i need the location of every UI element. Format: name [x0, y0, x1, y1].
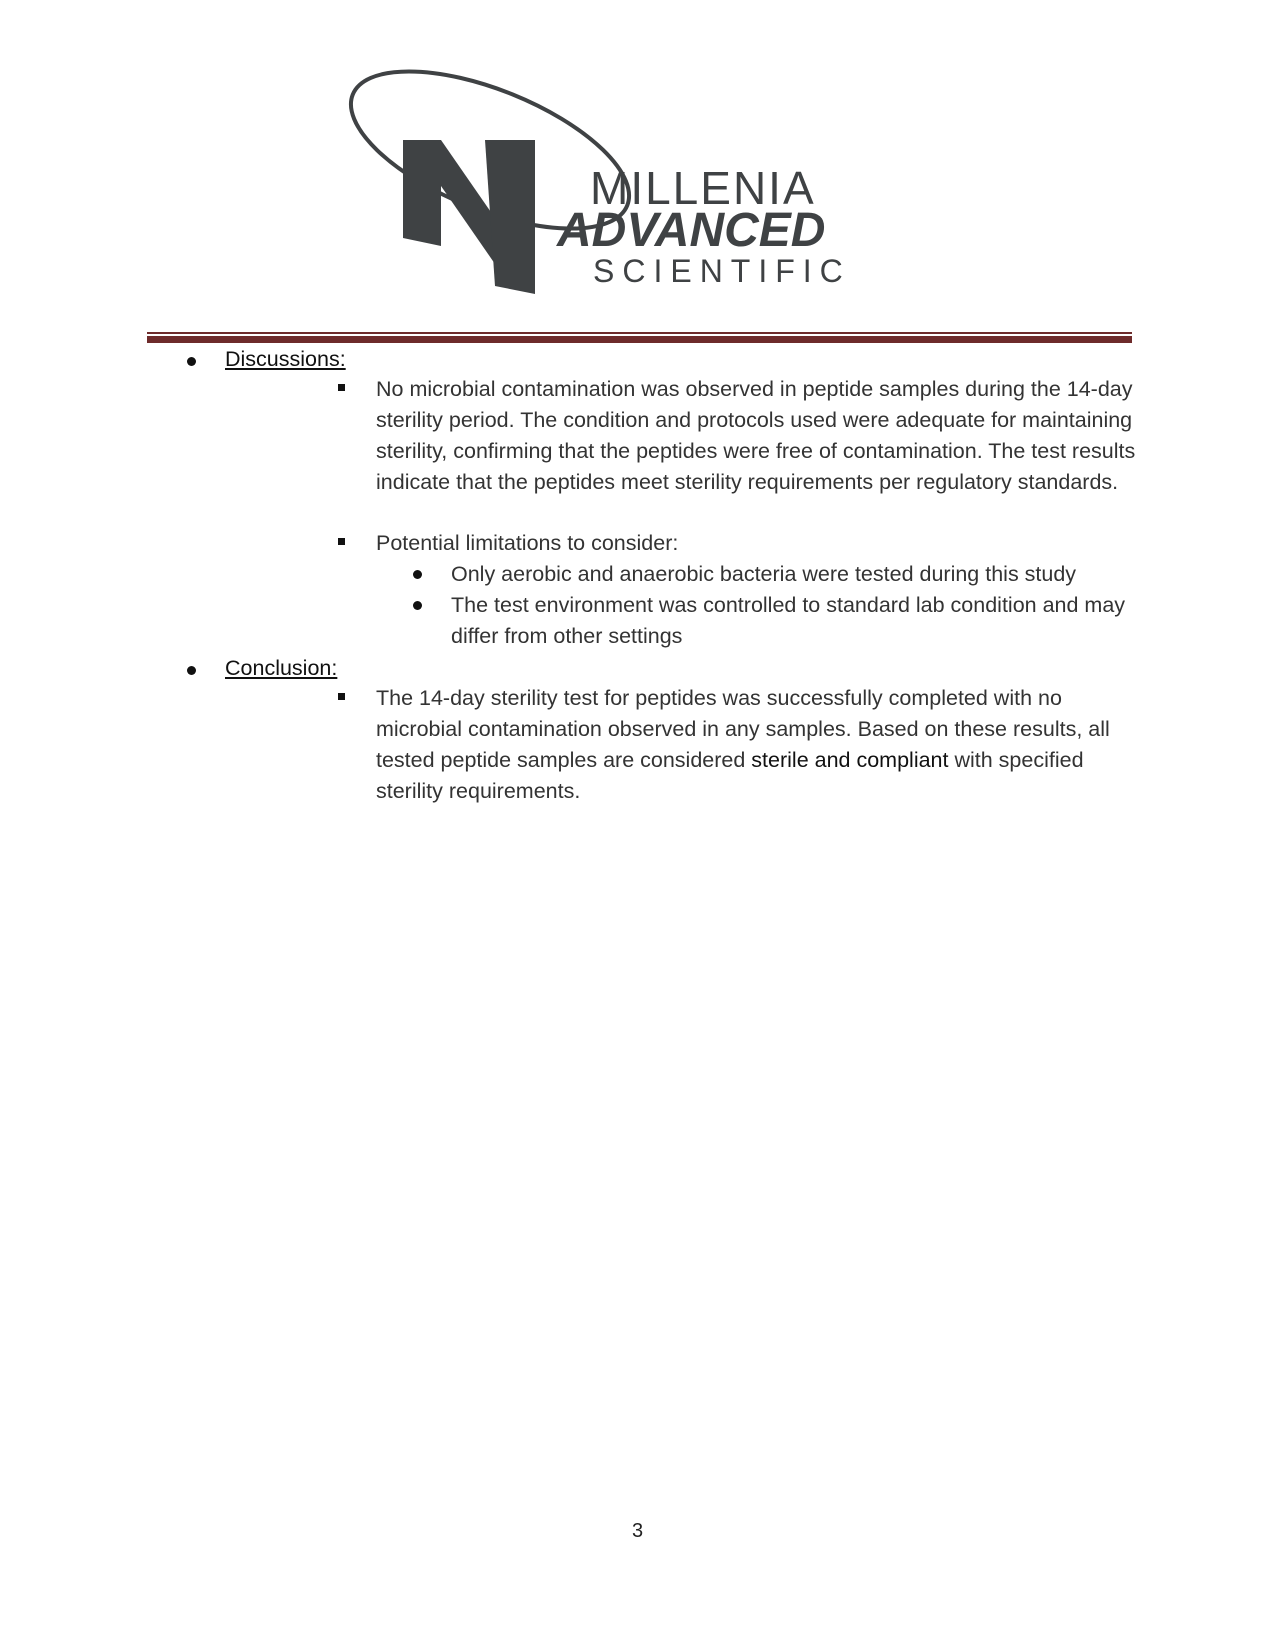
discussions-heading: Discussions: — [225, 347, 346, 371]
limitation-item-1: Only aerobic and anaerobic bacteria were tested during this study — [451, 562, 1077, 586]
logo-line-1: MILLENIA — [590, 162, 816, 214]
bullet-icon — [187, 666, 196, 675]
conclusion-text-end: with specified sterility requirements. — [376, 748, 1084, 803]
bullet-icon — [413, 570, 422, 579]
conclusion-heading: Conclusion: — [225, 656, 338, 680]
square-bullet-icon — [338, 693, 345, 700]
bullet-icon — [413, 601, 422, 610]
logo-line-2: ADVANCED — [557, 204, 826, 257]
page-number: 3 — [631, 1520, 644, 1542]
square-bullet-icon — [338, 384, 345, 391]
company-logo — [345, 68, 925, 300]
discussion-item-1: No microbial contamination was observed in peptide samples during the 14-day sterility period. The condition and protocols used were adequate for maintaining sterility, confirming that the peptides were free of contamination. The test results indicate that the peptides meet sterility requirements per regulatory standards. — [376, 377, 1136, 494]
logo-line-3: SCIENTIFIC — [593, 253, 851, 289]
conclusion-text-start: The 14-day sterility test for peptides was successfully completed with no microbial contamination observed in any samples. Based on these results, all tested peptide samples are considered — [376, 686, 1110, 772]
conclusion-text — [376, 683, 1136, 807]
header-divider-thin — [147, 332, 1132, 334]
logo-m-mark — [403, 140, 535, 294]
limitation-item-2: The test environment was controlled to standard lab condition and may differ from other settings — [451, 593, 1126, 648]
bullet-icon — [187, 357, 196, 366]
header-divider-thick — [147, 336, 1132, 343]
square-bullet-icon — [338, 538, 345, 545]
discussion-item-2: Potential limitations to consider: — [376, 531, 679, 555]
conclusion-emphasis: sterile and compliant — [751, 748, 949, 772]
